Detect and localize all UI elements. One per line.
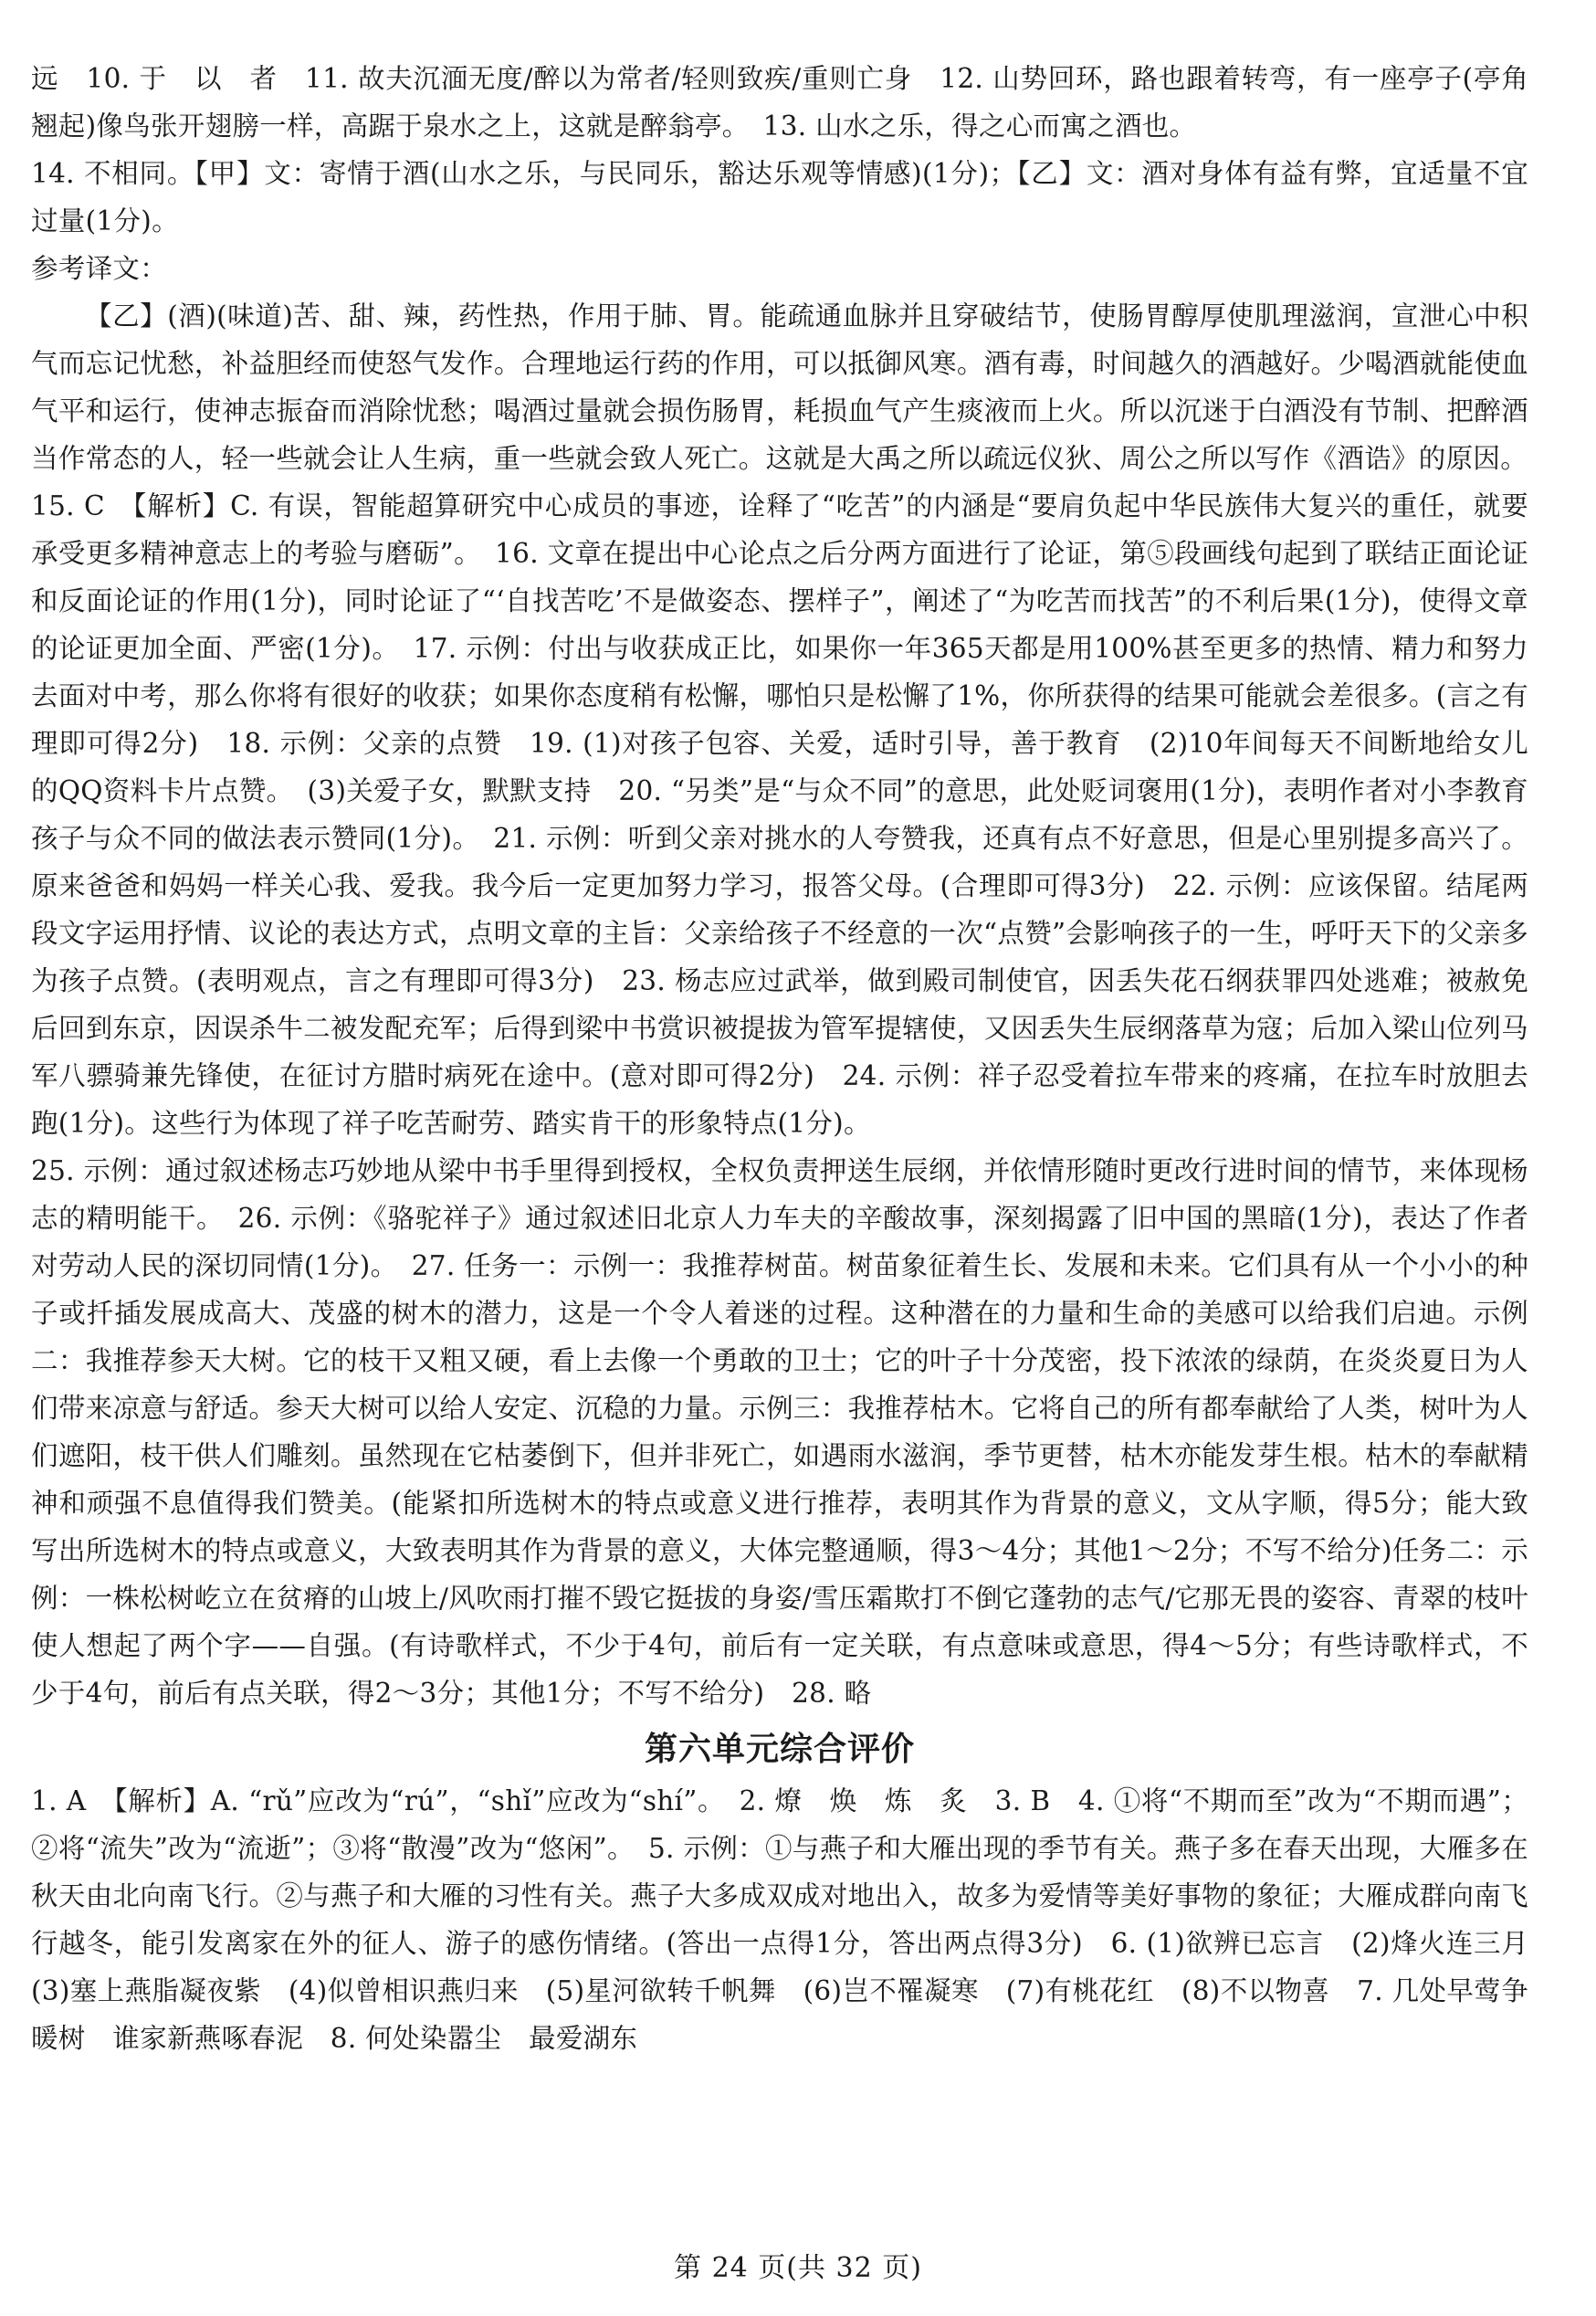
section-title: 第六单元综合评价 bbox=[644, 1731, 915, 1768]
answers-10-13: 远 10. 于 以 者 11. 故夫沉湎无度/醉以为常者/轻则致疾/重则亡身 12. 山势回环，路也跟着转弯，有一座亭子(亭角翘起)像鸟张开翅膀一样，高踞于泉水之上，这就是醉翁亭。 13. 山水之乐，得之心而寓之酒也。 bbox=[31, 63, 1528, 142]
page-number-footer: 第 24 页(共 32 页) bbox=[674, 2252, 922, 2284]
answer-14: 14. 不相同。【甲】文：寄情于酒(山水之乐，与民同乐，豁达乐观等情感)(1分)；【乙】文：酒对身体有益有弊，宜适量不宜过量(1分)。 bbox=[31, 158, 1528, 237]
section-answers: 1. A 【解析】A. “rǔ”应改为“rú”，“shǐ”应改为“shí”。 2. 燎 焕 炼 炙 3. B 4. ①将“不期而至”改为“不期而遇”；②将“流失”改为“流逝”；③将“散漫”改为“悠闲”。 5. 示例：①与燕子和大雁出现的季节有关。燕子多在春天出现，大雁多在秋天由北向南飞行。②与燕子和大雁的习性有关。燕子大多成双成对地出入，故多为爱情等美好事物的象征；大雁成群向南飞行越冬，能引发离家在外的征人、游子的感伤情绪。(答出一点得1分，答出两点得3分) 6. (1)欲辨已忘言 (2)烽火连三月 (3)塞上燕脂凝夜紫 (4)似曾相识燕归来 (5)星河欲转千帆舞 (6)岂不罹凝寒 (7)有桃花红 (8)不以物喜 7. 几处早莺争暖树 谁家新燕啄春泥 8. 何处染嚣尘 最爱湖东 bbox=[31, 1785, 1556, 2054]
answers-15-24: 15. C 【解析】C. 有误，智能超算研究中心成员的事迹，诠释了“吃苦”的内涵是“要肩负起中华民族伟大复兴的重任，就要承受更多精神意志上的考验与磨砺”。 16. 文章在提出中心论点之后分两方面进行了论证，第⑤段画线句起到了联结正面论证和反面论证的作用(1分)，同时论证了“‘自找苦吃’不是做姿态、摆样子”，阐述了“为吃苦而找苦”的不利后果(1分)，使得文章的论证更加全面、严密(1分)。 17. 示例：付出与收获成正比，如果你一年365天都是用100%甚至更多的热情、精力和努力去面对中考，那么你将有很好的收获；如果你态度稍有松懈，哪怕只是松懈了1%，你所获得的结果可能就会差很多。(言之有理即可得2分) 18. 示例：父亲的点赞 19. (1)对孩子包容、关爱，适时引导，善于教育 (2)10年间每天不间断地给女儿的QQ资料卡片点赞。 (3)关爱子女，默默支持 20. “另类”是“与众不同”的意思，此处贬词褒用(1分)，表明作者对小李教育孩子与众不同的做法表示赞同(1分)。 21. 示例：听到父亲对挑水的人夸赞我，还真有点不好意思，但是心里别提多高兴了。原来爸爸和妈妈一样关心我、爱我。我今后一定更加努力学习，报答父母。(合理即可得3分) 22. 示例：应该保留。结尾两段文字运用抒情、议论的表达方式，点明文章的主旨：父亲给孩子不经意的一次“点赞”会影响孩子的一生，呼吁天下的父亲多为孩子点赞。(表明观点，言之有理即可得3分) 23. 杨志应过武举，做到殿司制使官，因丢失花石纲获罪四处逃难；被赦免后回到东京，因误杀牛二被发配充军；后得到梁中书赏识被提拔为管军提辖使，又因丢失生辰纲落草为寇；后加入梁山位列马军八骠骑兼先锋使，在征讨方腊时病死在途中。(意对即可得2分) 24. 示例：祥子忍受着拉车带来的疼痛，在拉车时放胆去跑(1分)。这些行为体现了祥子吃苦耐劳、踏实肯干的形象特点(1分)。 bbox=[31, 490, 1528, 1139]
answers-25-28: 25. 示例：通过叙述杨志巧妙地从梁中书手里得到授权，全权负责押送生辰纲，并依情形随时更改行进时间的情节，来体现杨志的精明能干。 26. 示例：《骆驼祥子》通过叙述旧北京人力车夫的辛酸故事，深刻揭露了旧中国的黑暗(1分)，表达了作者对劳动人民的深切同情(1分)。 27. 任务一：示例一：我推荐树苗。树苗象征着生长、发展和未来。它们具有从一个小小的种子或扦插发展成高大、茂盛的树木的潜力，这是一个令人着迷的过程。这种潜在的力量和生命的美感可以给我们启迪。示例二：我推荐参天大树。它的枝干又粗又硬，看上去像一个勇敢的卫士；它的叶子十分茂密，投下浓浓的绿荫，在炎炎夏日为人们带来凉意与舒适。参天大树可以给人安定、沉稳的力量。示例三：我推荐枯木。它将自己的所有都奉献给了人类，树叶为人们遮阳，枝干供人们雕刻。虽然现在它枯萎倒下，但并非死亡，如遇雨水滋润，季节更替，枯木亦能发芽生根。枯木的奉献精神和顽强不息值得我们赞美。(能紧扣所选树木的特点或意义进行推荐，表明其作为背景的意义，文从字顺，得5分；能大致写出所选树木的特点或意义，大致表明其作为背景的意义，大体完整通顺，得3～4分；其他1～2分；不写不给分)任务二：示例：一株松树屹立在贫瘠的山坡上/风吹雨打摧不毁它挺拔的身姿/雪压霜欺打不倒它蓬勃的志气/它那无畏的姿容、青翠的枝叶使人想起了两个字——自强。(有诗歌样式，不少于4句，前后有一定关联，有点意味或意思，得4～5分；有些诗歌样式，不少于4句，前后有点关联，得2～3分；其他1分；不写不给分) 28. 略 bbox=[31, 1155, 1528, 1709]
translation-heading: 参考译文： bbox=[31, 253, 168, 284]
translation-text: 【乙】(酒)(味道)苦、甜、辣，药性热，作用于肺、胃。能疏通血脉并且穿破结节，使肠胃醇厚使肌理滋润，宣泄心中积气而忘记忧愁，补益胆经而使怒气发作。合理地运行药的作用，可以抵御风寒。酒有毒，时间越久的酒越好。少喝酒就能使血气平和运行，使神志振奋而消除忧愁；喝酒过量就会损伤肠胃，耗损血气产生痰液而上火。所以沉迷于白酒没有节制、把醉酒当作常态的人，轻一些就会让人生病，重一些就会致人死亡。这就是大禹之所以疏远仪狄、周公之所以写作《酒诰》的原因。 bbox=[31, 300, 1528, 474]
answer-page bbox=[31, 55, 1556, 2062]
